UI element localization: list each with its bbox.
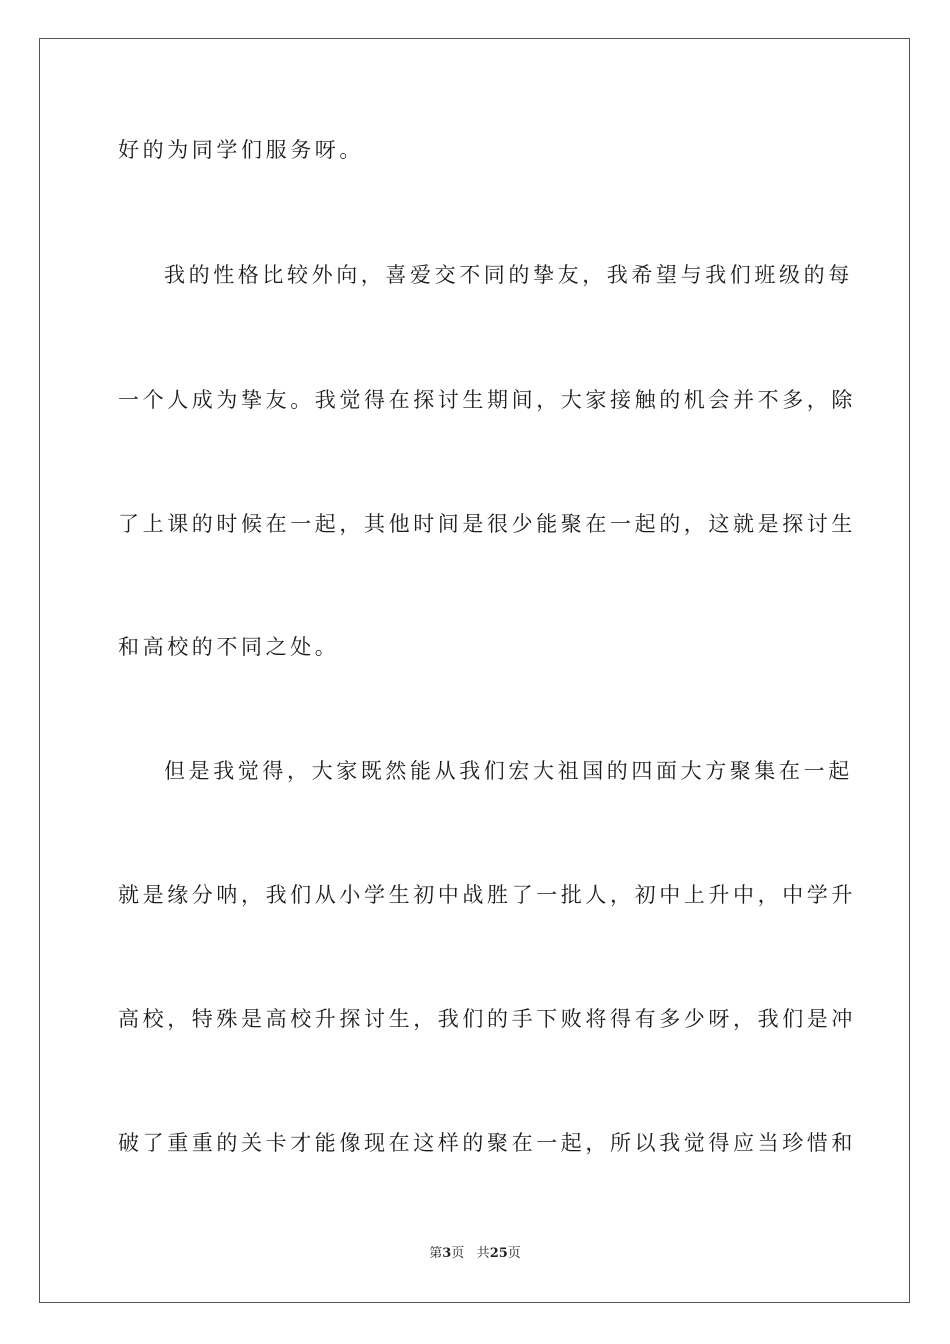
paragraph-line-5: 和高校的不同之处。 bbox=[118, 635, 340, 659]
paragraph-line-4: 了上课的时候在一起，其他时间是很少能聚在一起的，这就是探讨生 bbox=[118, 512, 856, 536]
footer-total-number: 25 bbox=[489, 1246, 508, 1261]
paragraph-line-9: 破了重重的关卡才能像现在这样的聚在一起，所以我觉得应当珍惜和 bbox=[118, 1131, 856, 1155]
paragraph-line-6: 但是我觉得，大家既然能从我们宏大祖国的四面大方聚集在一起 bbox=[164, 759, 853, 783]
paragraph-line-1: 好的为同学们服务呀。 bbox=[118, 138, 364, 162]
page-border bbox=[39, 38, 910, 1303]
paragraph-line-3: 一个人成为挚友。我觉得在探讨生期间，大家接触的机会并不多，除 bbox=[118, 388, 856, 412]
paragraph-line-2: 我的性格比较外向，喜爱交不同的挚友，我希望与我们班级的每 bbox=[164, 263, 853, 287]
paragraph-line-8: 高校，特殊是高校升探讨生，我们的手下败将得有多少呀，我们是冲 bbox=[118, 1007, 856, 1031]
footer-page-prefix: 第 bbox=[429, 1246, 443, 1261]
footer-total-suffix: 页 bbox=[507, 1246, 521, 1261]
footer-page-number: 3 bbox=[442, 1246, 452, 1261]
page-footer bbox=[0, 1245, 950, 1263]
footer-total-prefix: 共 bbox=[476, 1246, 490, 1261]
footer-page-suffix: 页 bbox=[451, 1246, 465, 1261]
paragraph-line-7: 就是缘分呐，我们从小学生初中战胜了一批人，初中上升中，中学升 bbox=[118, 883, 856, 907]
